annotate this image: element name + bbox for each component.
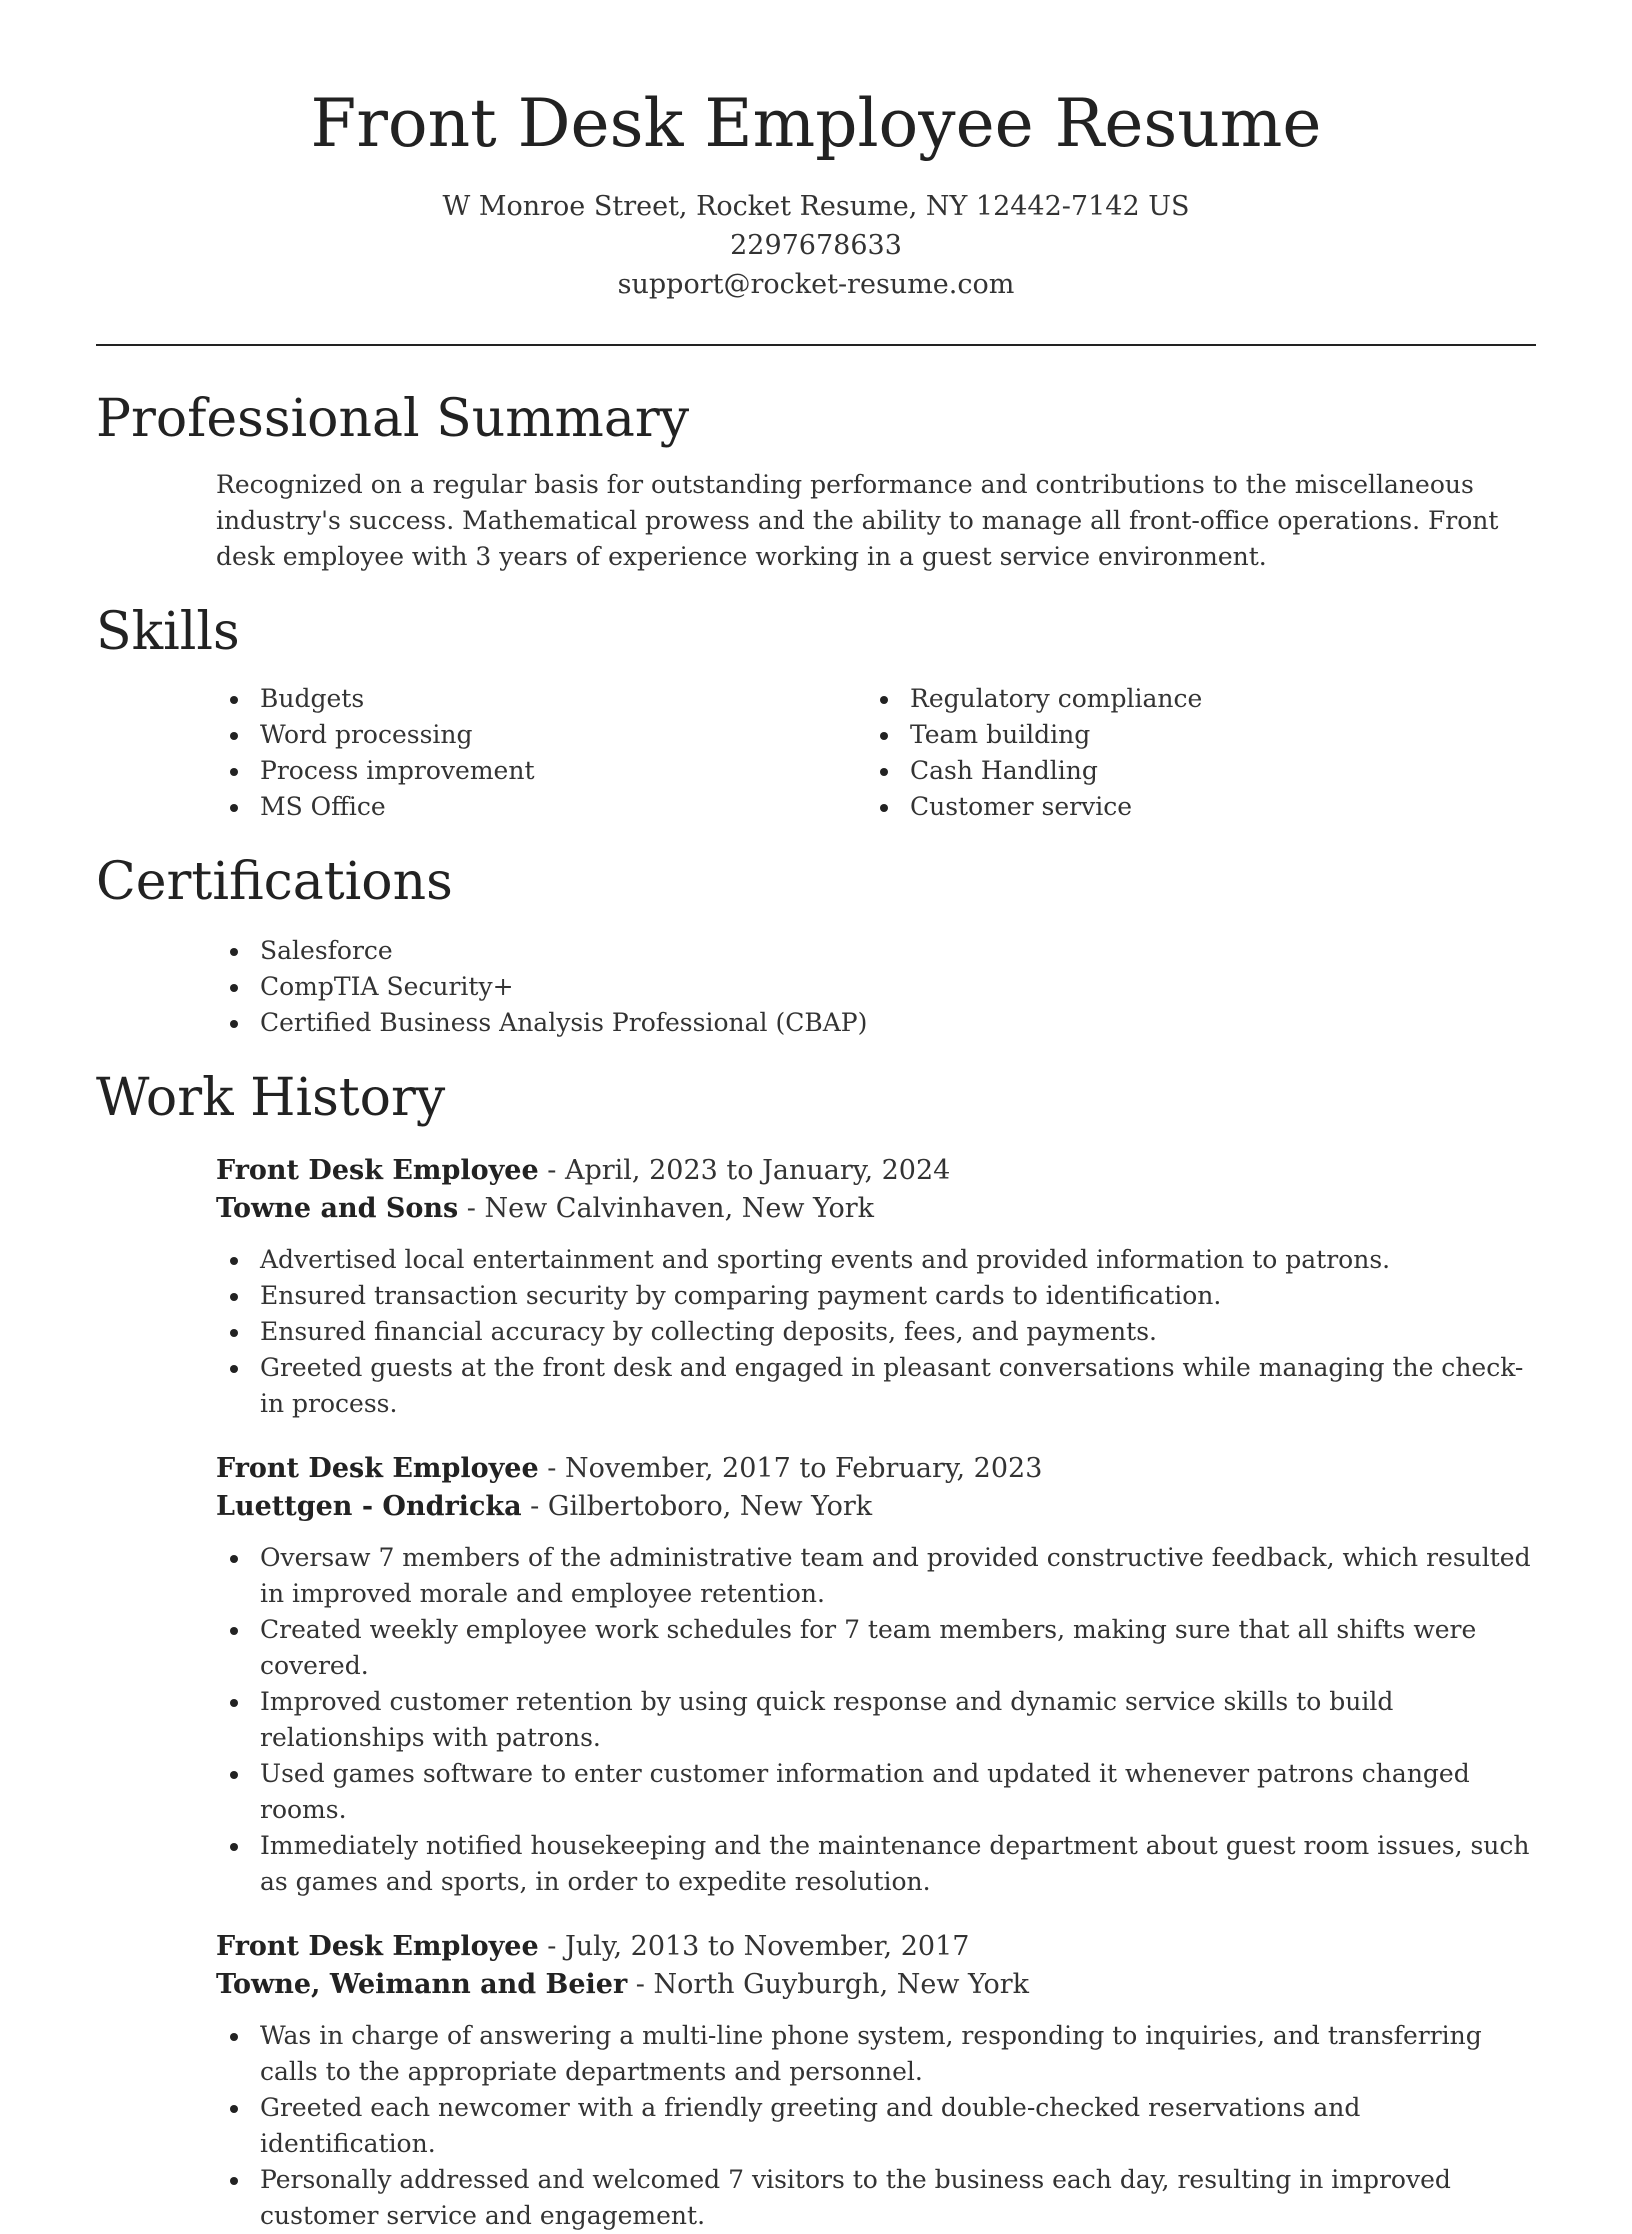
job-location: - Gilbertoboro, New York xyxy=(521,1490,873,1522)
certification-item: CompTIA Security+ xyxy=(216,969,1536,1005)
job-company: Towne, Weimann and Beier xyxy=(216,1968,628,2000)
contact-block xyxy=(0,187,1632,304)
job-duty-item: Improved customer retention by using quick response and dynamic service skills to build relationships with patrons. xyxy=(216,1684,1536,1756)
job-entry xyxy=(216,1450,1536,1900)
skills-column-right xyxy=(866,681,1516,825)
job-company-line xyxy=(216,1966,1536,2004)
job-company-line xyxy=(216,1488,1536,1526)
job-duties xyxy=(216,1242,1536,1422)
skill-item: Team building xyxy=(866,717,1516,753)
job-dates: - July, 2013 to November, 2017 xyxy=(538,1930,970,1962)
job-duty-item: Created weekly employee work schedules for 7 team members, making sure that all shifts were covered. xyxy=(216,1612,1536,1684)
skills-column-left xyxy=(216,681,866,825)
job-duty-item: Ensured transaction security by comparing payment cards to identification. xyxy=(216,1278,1536,1314)
job-duty-item: Was in charge of answering a multi-line phone system, responding to inquiries, and transferring calls to the appropriate departments and personnel. xyxy=(216,2018,1536,2090)
job-title-line xyxy=(216,1450,1536,1488)
skill-item: Cash Handling xyxy=(866,753,1516,789)
summary-heading: Professional Summary xyxy=(96,389,690,450)
certifications-section xyxy=(96,851,1536,1041)
job-duty-item: Oversaw 7 members of the administrative team and provided constructive feedback, which resulted in improved morale and employee retention. xyxy=(216,1540,1536,1612)
skill-item: Budgets xyxy=(216,681,866,717)
work-history-section xyxy=(96,1067,1536,2233)
job-dates: - April, 2023 to January, 2024 xyxy=(538,1154,951,1186)
job-duties xyxy=(216,1540,1536,1900)
job-company: Luettgen - Ondricka xyxy=(216,1490,522,1522)
skill-item: Process improvement xyxy=(216,753,866,789)
skills-heading: Skills xyxy=(96,601,240,662)
work-history-heading: Work History xyxy=(96,1068,446,1129)
job-company: Towne and Sons xyxy=(216,1192,459,1224)
skill-item: Customer service xyxy=(866,789,1516,825)
job-dates: - November, 2017 to February, 2023 xyxy=(538,1452,1043,1484)
job-duty-item: Used games software to enter customer information and updated it whenever patrons changed rooms. xyxy=(216,1756,1536,1828)
job-duty-item: Personally addressed and welcomed 7 visitors to the business each day, resulting in improved customer service and engagement. xyxy=(216,2162,1536,2234)
contact-address: W Monroe Street, Rocket Resume, NY 12442-7142 US xyxy=(442,191,1190,223)
summary-text: Recognized on a regular basis for outstanding performance and contributions to the miscellaneous industry's success. Mathematical prowess and the ability to manage all front-office operations. Front desk employee with 3 years of experience working in a guest service environment. xyxy=(216,469,1499,571)
job-location: - New Calvinhaven, New York xyxy=(458,1192,875,1224)
certification-item: Salesforce xyxy=(216,933,1536,969)
job-duty-item: Greeted each newcomer with a friendly greeting and double-checked reservations and identification. xyxy=(216,2090,1536,2162)
job-duty-item: Greeted guests at the front desk and engaged in pleasant conversations while managing the check-in process. xyxy=(216,1350,1536,1422)
certification-item: Certified Business Analysis Professional (CBAP) xyxy=(216,1005,1536,1041)
skill-item: Regulatory compliance xyxy=(866,681,1516,717)
job-company-line xyxy=(216,1190,1536,1228)
job-entry xyxy=(216,1152,1536,1422)
skills-section xyxy=(96,601,1536,825)
job-duties xyxy=(216,2018,1536,2234)
skill-item: MS Office xyxy=(216,789,866,825)
skill-item: Word processing xyxy=(216,717,866,753)
contact-email: support@rocket-resume.com xyxy=(617,269,1015,301)
resume-header xyxy=(0,0,1632,304)
resume-title: Front Desk Employee Resume xyxy=(310,85,1322,162)
job-location: - North Guyburgh, New York xyxy=(627,1968,1030,2000)
job-title-line xyxy=(216,1152,1536,1190)
job-role: Front Desk Employee xyxy=(216,1154,539,1186)
summary-section xyxy=(96,388,1536,574)
job-duty-item: Advertised local entertainment and sporting events and provided information to patrons. xyxy=(216,1242,1536,1278)
contact-phone: 2297678633 xyxy=(730,230,902,262)
skills-grid xyxy=(216,681,1536,825)
header-divider xyxy=(96,344,1536,346)
certifications-heading: Certifications xyxy=(96,851,453,912)
job-duty-item: Ensured financial accuracy by collecting deposits, fees, and payments. xyxy=(216,1314,1536,1350)
job-duty-item: Immediately notified housekeeping and the maintenance department about guest room issues, such as games and sports, in order to expedite resolution. xyxy=(216,1828,1536,1900)
job-entry xyxy=(216,1928,1536,2234)
job-role: Front Desk Employee xyxy=(216,1452,539,1484)
job-title-line xyxy=(216,1928,1536,1966)
job-role: Front Desk Employee xyxy=(216,1930,539,1962)
certifications-list xyxy=(216,933,1536,1041)
